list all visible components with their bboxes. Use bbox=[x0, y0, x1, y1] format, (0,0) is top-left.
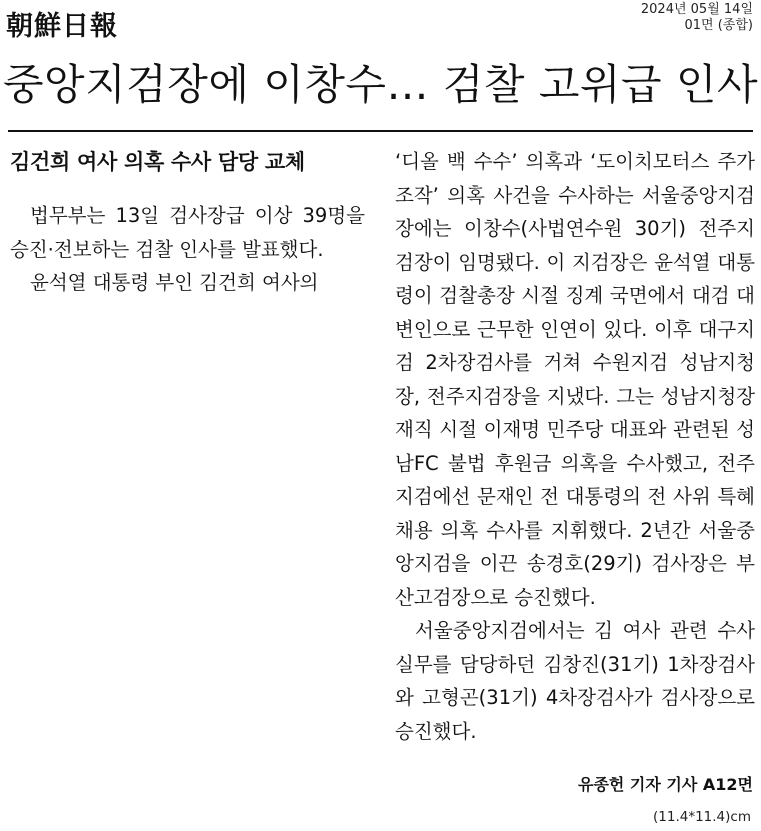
article-paragraph: 서울중앙지검에서는 김 여사 관련 수사 실무를 담당하던 김창진(31기) 1차장검사와 고형곤(31기) 4차장검사가 검사장으로 승진했다. bbox=[395, 619, 755, 743]
article-paragraph: ‘디올 백 수수’ 의혹과 ‘도이치모터스 주가조작’ 의혹 사건을 수사하는 서울중앙지검장에는 이창수(사법연수원 30기) 전주지검장이 임명됐다. 이 지검장은 윤석열 대통령이 검찰총장 시절 징계 국면에서 대검 대변인으로 근무한 인연이 있다. 이후 대구지검 2차장검사를 거쳐 수원지검 성남지청장, 전주지검장을 지냈다. 그는 성남지청장 재직 시절 이재명 민주당 대표와 관련된 성남FC 불법 후원금 의혹을 수사했고, 전주지검에선 문재인 전 대통령의 전 사위 특혜 채용 의혹 수사를 지휘했다. 2년간 서울중앙지검을 이끈 송경호(29기) 검사장은 부산고검장으로 승진했다. bbox=[395, 150, 755, 609]
article-paragraph: 법무부는 13일 검사장급 이상 39명을 승진·전보하는 검찰 인사를 발표했다. bbox=[10, 204, 365, 261]
article-subhead: 김건희 여사 의혹 수사 담당 교체 bbox=[10, 150, 305, 174]
article-paragraph: 윤석열 대통령 부인 김건희 여사의 bbox=[30, 271, 319, 294]
article-size-note: (11.4*11.4)cm bbox=[653, 809, 751, 825]
article-left-column bbox=[10, 145, 365, 300]
reporter-byline: 유종헌 기자 기사 A12면 bbox=[577, 775, 753, 794]
publication-date: 2024년 05월 14일 bbox=[640, 2, 753, 17]
headline-divider bbox=[8, 130, 753, 132]
article-right-column bbox=[395, 145, 755, 748]
date-info bbox=[641, 2, 753, 34]
headline: 중앙지검장에 이창수… 검찰 고위급 인사 bbox=[2, 60, 759, 109]
newspaper-masthead: 朝鮮日報 bbox=[6, 11, 118, 42]
page-section: 01면 (종합) bbox=[684, 18, 753, 33]
